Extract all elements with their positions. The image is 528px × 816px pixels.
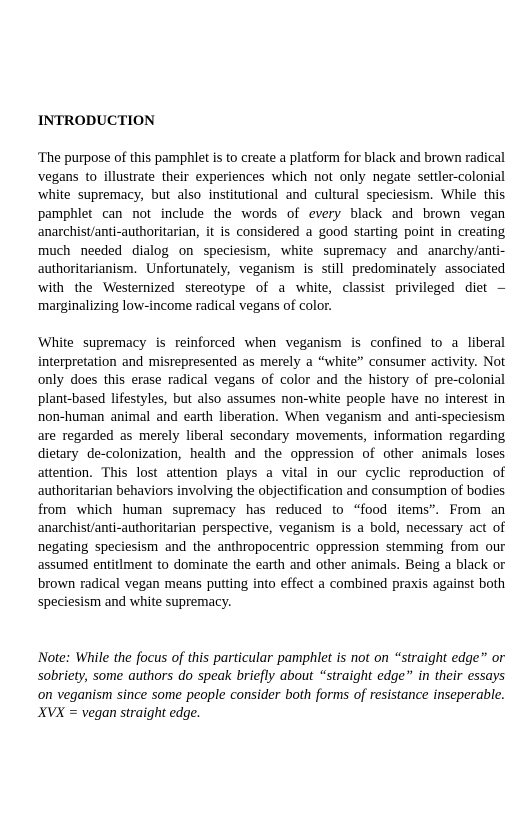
intro-paragraph-1: [38, 149, 505, 316]
emphasis-every: every: [309, 205, 341, 222]
section-heading: INTRODUCTION: [38, 113, 155, 129]
italic-note: Note: While the focus of this particular pamphlet is not on “straight edge” or sobriety, some authors do speak briefly about “straight edge” in their essays on veganism since some people consider both forms of resistance inseperable. XVX = vegan straight edge.: [38, 649, 505, 721]
intro-paragraph-2: White supremacy is reinforced when veganism is confined to a liberal interpretation and misrepresented as merely a “white” consumer activity. Not only does this erase radical vegans of color and the history of pre-colonial plant-based lifestyles, but also assumes non-white people have no interest in non-human animal and earth liberation. When veganism and anti-speciesism are regarded as merely liberal secondary movements, information regarding dietary de-colonization, health and the oppression of other animals loses attention. This lost attention plays a vital in our cyclic reproduction of authoritarian behaviors involving the objectification and consumption of bodies from which human supremacy has reduced to “food items”. From an anarchist/anti-authoritarian perspective, veganism is a bold, necessary act of negating speciesism and the anthropocentric oppression stemming from our assumed entitlment to dominate the earth and other animals. Being a black or brown radical vegan means putting into effect a combined praxis against both speciesism and white supremacy.: [38, 335, 505, 610]
document-page: [38, 112, 505, 723]
paragraph-1-text-start: The purpose of this pamphlet is to create a platform for black and brown radical vegans to illustrate their experiences which not only negate settler-colonial white supremacy, but also institutional and cultural speciesism. While this pamphlet can not include the words of: [38, 150, 505, 222]
paragraph-1-text-end: black and brown vegan anarchist/anti-authoritarian, it is considered a good starting point in creating much needed dialog on speciesism, white supremacy and anarchy/anti-authoritarianism. Unfortunately, veganism is still predominately associated with the Westernized stereotype of a white, classist privileged diet – marginalizing low-income radical vegans of color.: [38, 205, 506, 314]
